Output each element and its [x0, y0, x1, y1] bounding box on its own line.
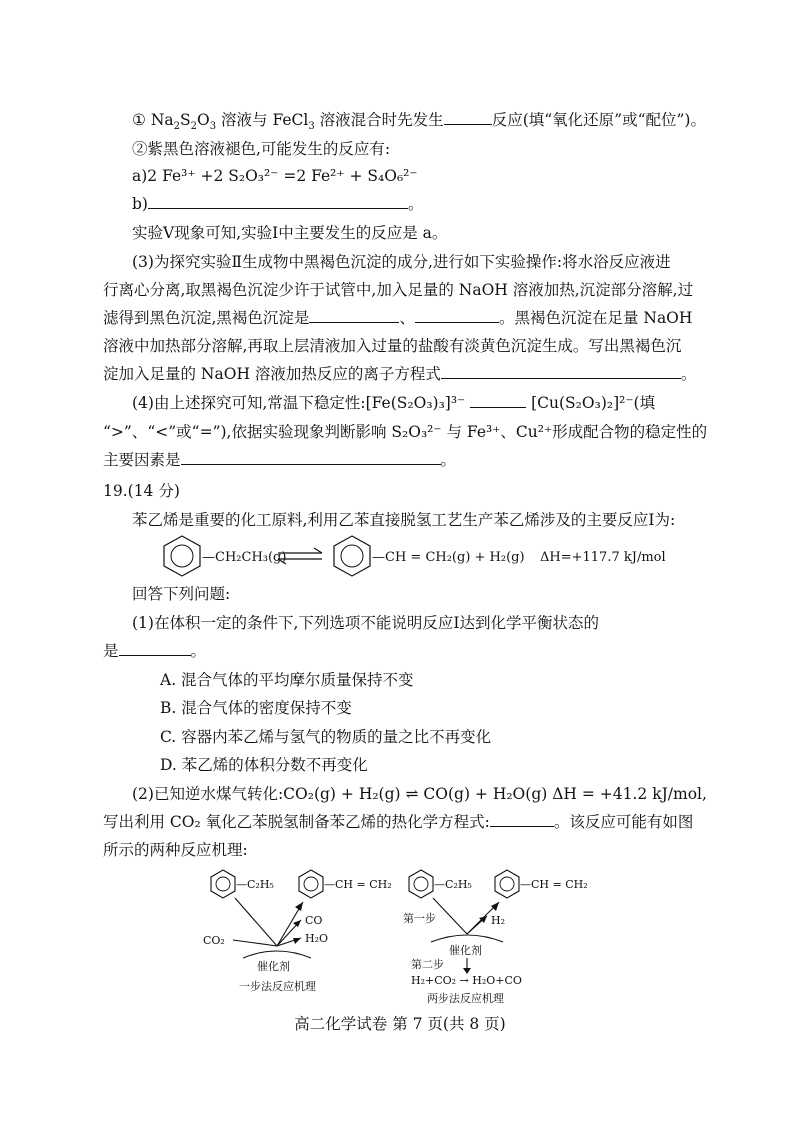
text: 。黑褐色沉淀在足量 NaOH	[498, 309, 693, 327]
answer-blank[interactable]	[490, 812, 554, 827]
benzene-ring-icon	[164, 536, 200, 576]
arrowhead-icon	[293, 920, 301, 927]
reaction-a: a)2 Fe³⁺ +2 S₂O₃²⁻ =2 Fe²⁺ + S₄O₆²⁻	[132, 167, 418, 185]
text: 。	[407, 195, 424, 213]
text: 主要因素是	[103, 451, 181, 469]
text: O	[197, 111, 210, 129]
benzene-ring-icon	[495, 870, 519, 898]
aromatic-circle-icon	[414, 877, 428, 891]
option-c: C. 容器内苯乙烯与氢气的物质的量之比不再变化	[160, 728, 492, 746]
page-footer: 高二化学试卷 第 7 页(共 8 页)	[294, 1015, 506, 1033]
arrowhead-icon	[491, 902, 499, 911]
q19-part2-line2	[103, 812, 693, 832]
benzene-ring-icon	[211, 870, 235, 898]
ethyl-group: —C₂H₅	[236, 878, 274, 891]
co2-label: CO₂	[203, 934, 225, 947]
q18-part4-line2: “>”、“<”或“=”),依据实验现象判断影响 S₂O₃²⁻ 与 Fe³⁺、Cu²⁺形成配合物的稳定性的	[103, 423, 708, 441]
co-label: CO	[305, 914, 323, 927]
text: 淀加入足量的 NaOH 溶液加热反应的离子方程式	[103, 365, 441, 383]
benzene-ring-icon	[334, 536, 370, 576]
catalyst-label: 催化剂	[449, 944, 482, 957]
text: S	[180, 111, 191, 129]
enthalpy-change: ΔH=+117.7 kJ/mol	[540, 550, 666, 565]
q18-part3-line2: 行离心分离,取黑褐色沉淀少许于试管中,加入足量的 NaOH 溶液加热,沉淀部分溶解,过	[103, 281, 694, 299]
text: 是	[103, 642, 119, 660]
option-a: A. 混合气体的平均摩尔质量保持不变	[160, 671, 414, 689]
forward-arrowhead-icon	[314, 548, 322, 553]
q19-intro: 苯乙烯是重要的化工原料,利用乙苯直接脱氢工艺生产苯乙烯涉及的主要反应Ⅰ为:	[132, 511, 676, 529]
q18-part3-line4: 溶液中加热部分溶解,再取上层清液加入过量的盐酸有淡黄色沉淀生成。写出黑褐色沉	[103, 337, 682, 355]
answer-blank[interactable]	[148, 194, 408, 209]
q18-item-2: ②紫黑色溶液褪色,可能发生的反应有:	[132, 140, 391, 158]
text: [Cu(S₂O₃)₂]²⁻(填	[531, 394, 656, 412]
step2-label: 第二步	[411, 958, 444, 971]
text: 溶液与 FeCl	[216, 111, 309, 129]
q19-part2-line3: 所示的两种反应机理:	[103, 841, 248, 859]
catalyst-surface	[431, 935, 503, 942]
option-d: D. 苯乙烯的体积分数不再变化	[160, 756, 368, 774]
arrowhead-icon	[293, 938, 301, 944]
q19-part2-line1: (2)已知逆水煤气转化:CO₂(g) + H₂(g) ⇌ CO(g) + H₂O(g) ΔH = +41.2 kJ/mol,	[132, 785, 707, 803]
one-step-caption: 一步法反应机理	[239, 980, 316, 993]
styrene-products-formula: —CH = CH₂(g) + H₂(g)	[372, 550, 525, 565]
text: b)	[132, 195, 148, 213]
option-b: B. 混合气体的密度保持不变	[160, 699, 352, 717]
aromatic-circle-icon	[341, 545, 363, 567]
text: 反应(填“氧化还原”或“配位”)。	[491, 111, 706, 129]
two-step-caption: 两步法反应机理	[427, 992, 504, 1005]
text: 。	[680, 365, 697, 383]
q18-part4-line1	[132, 393, 655, 413]
q18-part3-line3	[103, 308, 692, 328]
co2-arrow-line	[233, 940, 277, 946]
arrowhead-icon	[295, 902, 303, 911]
answer-blank[interactable]	[444, 110, 492, 125]
two-step-mechanism	[403, 870, 588, 1005]
ethyl-group: —C₂H₅	[434, 878, 472, 891]
answer-blank[interactable]	[119, 641, 191, 656]
aromatic-circle-icon	[304, 877, 318, 891]
benzene-ring-icon	[409, 870, 433, 898]
q18-part4-line3	[103, 450, 456, 470]
text: 、	[399, 309, 415, 327]
step1-label: 第一步	[403, 912, 436, 925]
ethylbenzene-formula: —CH₂CH₃(g)	[202, 550, 287, 565]
main-reaction-equation	[160, 532, 720, 582]
reactant-arrow-line	[433, 898, 467, 934]
benzene-ring-icon	[299, 870, 323, 898]
one-step-mechanism	[203, 870, 392, 993]
q18-part3-line1: (3)为探究实验Ⅱ生成物中黑褐色沉淀的成分,进行如下实验操作:将水浴反应液进	[132, 253, 671, 271]
answer-prompt: 回答下列问题:	[132, 585, 231, 603]
mechanism-diagrams	[195, 862, 615, 1010]
q18-part3-line5	[103, 364, 696, 384]
step2-reaction: H₂+CO₂ → H₂O+CO	[411, 974, 522, 987]
exp5-text: 实验Ⅴ现象可知,实验Ⅰ中主要发生的反应是 a。	[132, 224, 448, 242]
aromatic-circle-icon	[171, 545, 193, 567]
text: ① Na	[132, 111, 174, 129]
aromatic-circle-icon	[216, 877, 230, 891]
q19-part1-line1: (1)在体积一定的条件下,下列选项不能说明反应Ⅰ达到化学平衡状态的	[132, 614, 600, 632]
answer-blank[interactable]	[441, 364, 681, 379]
reaction-b	[132, 194, 424, 214]
text: 滤得到黑色沉淀,黑褐色沉淀是	[103, 309, 310, 327]
catalyst-surface	[243, 951, 311, 958]
h2o-label: H₂O	[305, 932, 329, 945]
text: 写出利用 CO₂ 氧化乙苯脱氢制备苯乙烯的热化学方程式:	[103, 813, 490, 831]
text: 。该反应可能有如图	[553, 813, 694, 831]
text: 溶液混合时先发生	[314, 111, 444, 129]
q19-part1-line2	[103, 641, 206, 661]
catalyst-label: 催化剂	[257, 960, 290, 973]
text: 。	[440, 451, 457, 469]
answer-blank[interactable]	[470, 393, 526, 408]
q18-item-1: ① $Na_2S_2O_3$ 溶液与 FeCl$_3$ 溶液混合时先发生 反应(填“氧化还原”或“配位”)。	[132, 111, 706, 133]
vinyl-group: —CH = CH₂	[324, 878, 392, 891]
text: (4)由上述探究可知,常温下稳定性:[Fe(S₂O₃)₃]³⁻	[132, 394, 466, 412]
answer-blank[interactable]	[181, 450, 441, 465]
reactant-arrow-line	[235, 898, 277, 946]
answer-blank[interactable]	[309, 308, 399, 323]
text: 。	[190, 642, 207, 660]
q19-header: 19.(14 分)	[103, 482, 180, 500]
h2-label: H₂	[491, 914, 506, 927]
answer-blank[interactable]	[415, 308, 499, 323]
vinyl-group: —CH = CH₂	[520, 878, 588, 891]
aromatic-circle-icon	[500, 877, 514, 891]
